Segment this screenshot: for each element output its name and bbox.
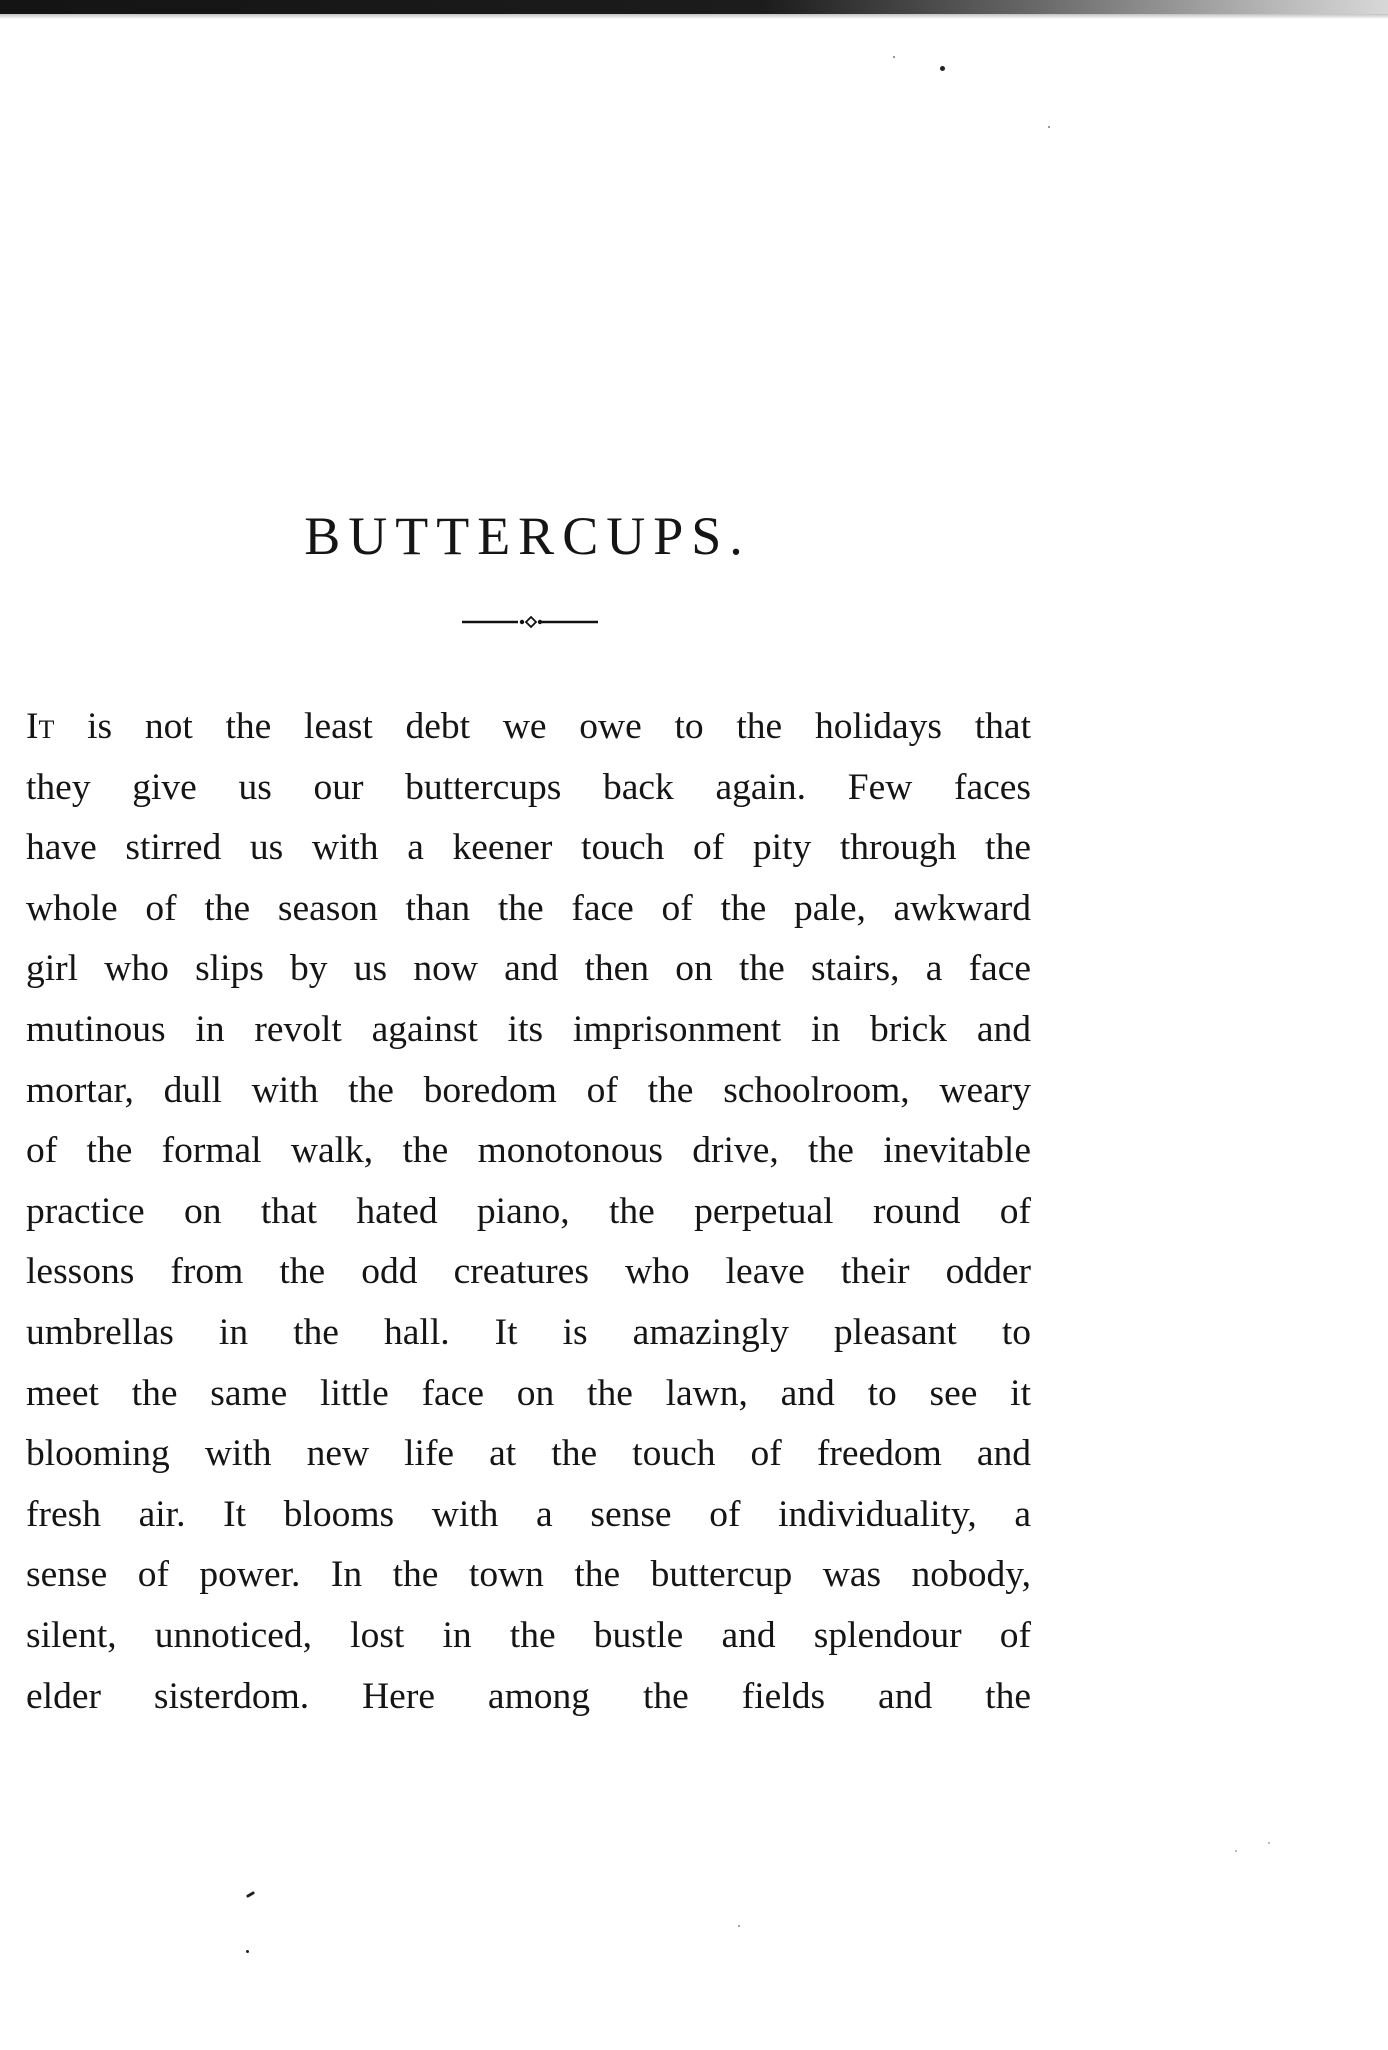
scan-speck xyxy=(1268,1842,1270,1844)
text-line: elder sisterdom. Here among the fields and the xyxy=(26,1675,1031,1717)
chapter-title: BUTTERCUPS. xyxy=(304,506,751,566)
scan-speck xyxy=(738,1925,740,1927)
text-line: girl who slips by us now and then on the stairs, a face xyxy=(26,948,1031,990)
text-line: they give us our buttercups back again. Few faces xyxy=(26,766,1031,808)
text-line: blooming with new life at the touch of freedom and xyxy=(26,1433,1031,1475)
text-line: of the formal walk, the monotonous drive, the inevitable xyxy=(26,1130,1031,1172)
scan-speck xyxy=(246,1891,255,1898)
text-line: umbrellas in the hall. It is amazingly pleasant to xyxy=(26,1311,1031,1353)
text-line: sense of power. In the town the buttercup was nobody, xyxy=(26,1554,1031,1596)
text-line: whole of the season than the face of the pale, awkward xyxy=(26,887,1031,929)
scan-speck xyxy=(1235,1850,1237,1852)
text-line: have stirred us with a keener touch of pity through the xyxy=(26,827,1031,869)
body-paragraph xyxy=(26,697,1031,1727)
text-line: fresh air. It blooms with a sense of individuality, a xyxy=(26,1493,1031,1535)
scan-speck xyxy=(246,1950,249,1953)
initial-word: It xyxy=(26,706,55,747)
text-line: silent, unnoticed, lost in the bustle and splendour of xyxy=(26,1614,1031,1656)
text-line: practice on that hated piano, the perpetual round of xyxy=(26,1190,1031,1232)
text-line: lessons from the odd creatures who leave their odder xyxy=(26,1251,1031,1293)
text-line: mutinous in revolt against its imprisonment in brick and xyxy=(26,1008,1031,1050)
scan-top-edge xyxy=(0,0,1388,14)
text-line: meet the same little face on the lawn, and to see it xyxy=(26,1372,1031,1414)
scan-speck xyxy=(893,56,895,58)
title-ornament-divider xyxy=(460,612,600,632)
scan-top-edge-shadow xyxy=(0,14,1388,19)
text-line: It is not the least debt we owe to the holidays that xyxy=(26,706,1031,747)
scan-speck xyxy=(1048,126,1050,128)
scan-speck xyxy=(940,66,945,71)
text-line: mortar, dull with the boredom of the schoolroom, weary xyxy=(26,1069,1031,1111)
